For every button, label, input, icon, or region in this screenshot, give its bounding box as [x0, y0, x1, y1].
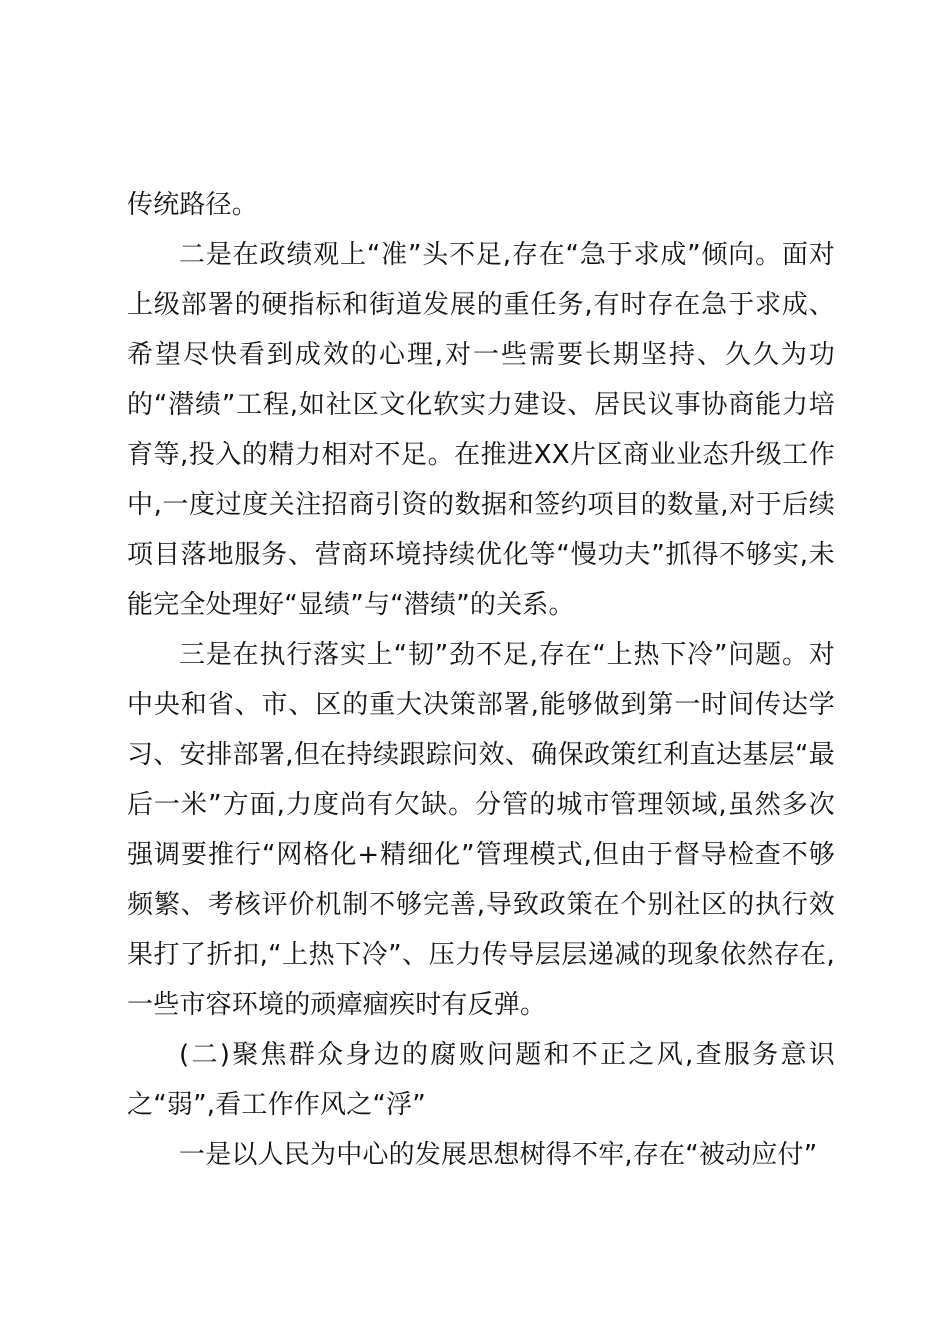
paragraph-implementation: 三是在执行落实上“韧”劲不足,存在“上热下冷”问题。对中央和省、市、区的重大决策部署,能够做到第一时间传达学习、安排部署,但在持续跟踪问效、确保政策红利直达基层“最后一米”方面,力度尚有欠缺。分管的城市管理领域,虽然多次强调要推行“网格化+精细化”管理模式,但由于督导检查不够频繁、考核评价机制不够完善,导致政策在个别社区的执行效果打了折扣,“上热下冷”、压力传导层层递减的现象依然存在,一些市容环境的顽瘴痼疾时有反弹。 [127, 640, 835, 1020]
paragraph-continuation: 传统路径。 [127, 190, 259, 220]
paragraph-political-performance: 二是在政绩观上“准”头不足,存在“急于求成”倾向。面对上级部署的硬指标和街道发展的重任务,有时存在急于求成、希望尽快看到成效的心理,对一些需要长期坚持、久久为功的“潜绩”工程,如社区文化软实力建设、居民议事协商能力培育等,投入的精力相对不足。在推进XX片区商业业态升级工作中,一度过度关注招商引资的数据和签约项目的数量,对于后续项目落地服务、营商环境持续优化等“慢功夫”抓得不够实,未能完全处理好“显绩”与“潜绩”的关系。 [127, 240, 835, 620]
document-body [127, 180, 835, 1180]
paragraph-people-centered: 一是以人民为中心的发展思想树得不牢,存在“被动应付” [179, 1140, 818, 1170]
section-heading-two: (二)聚焦群众身边的腐败问题和不正之风,查服务意识之“弱”,看工作作风之“浮” [127, 1040, 835, 1120]
